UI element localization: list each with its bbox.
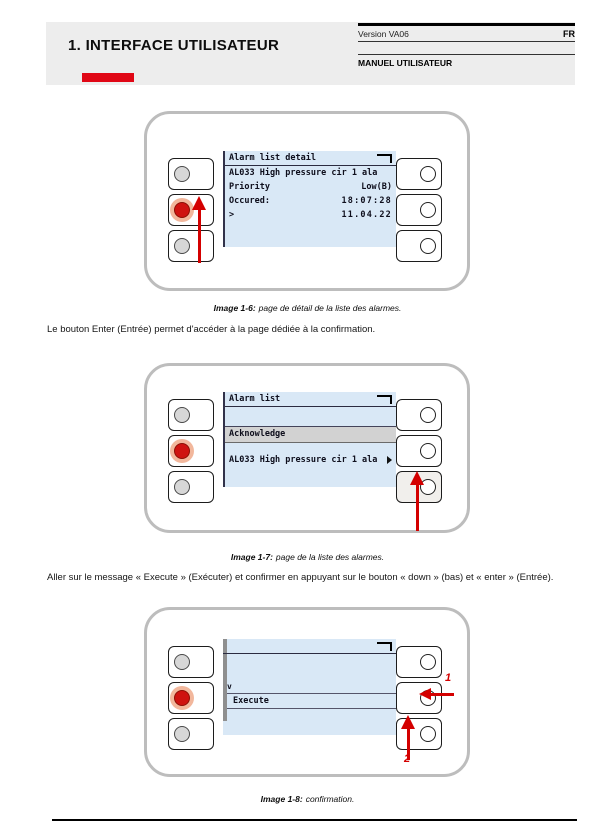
led-gray-icon <box>174 238 190 254</box>
left-button-bottom <box>168 471 214 503</box>
figure-1-8-control-panel <box>144 607 470 777</box>
screen-row-alarm <box>225 453 396 467</box>
red-up-arrow-icon <box>401 715 415 765</box>
left-button-bottom <box>168 230 214 262</box>
led-gray-icon <box>174 479 190 495</box>
occured-time: 18:07:28 <box>341 196 392 206</box>
section-title: 1. INTERFACE UTILISATEUR <box>68 37 280 54</box>
alarm-button <box>168 682 214 714</box>
right-button-middle <box>396 194 442 226</box>
button-circle-icon <box>420 726 436 742</box>
led-gray-icon <box>174 654 190 670</box>
screen-title-row <box>225 151 396 166</box>
header-rule <box>358 54 575 55</box>
screen-title: Alarm list <box>229 394 281 404</box>
page-corner-icon <box>377 395 392 404</box>
button-circle-icon <box>420 166 436 182</box>
cursor-row: v <box>227 682 232 691</box>
right-button-top <box>396 158 442 190</box>
header-rule-thick <box>358 23 575 26</box>
page-header <box>46 22 575 85</box>
alarm-button <box>168 435 214 467</box>
page-corner-icon <box>377 642 392 651</box>
button-circle-icon <box>420 238 436 254</box>
left-button-top <box>168 158 214 190</box>
red-up-arrow-icon <box>410 471 424 531</box>
led-gray-icon <box>174 407 190 423</box>
screen-row-priority <box>225 180 396 194</box>
red-up-arrow-icon <box>192 196 206 263</box>
screen-title-row <box>223 639 396 654</box>
lcd-screen-alarm-list <box>223 392 396 487</box>
red-left-arrow-icon <box>419 672 455 700</box>
right-button-column <box>396 158 442 262</box>
caption-text: page de détail de la liste des alarmes. <box>258 303 402 313</box>
screen-row-occured <box>225 194 396 208</box>
page-corner-icon <box>377 154 392 163</box>
screen-title: Alarm list detail <box>229 153 316 163</box>
right-button-top <box>396 646 442 678</box>
annotation-2: 2 <box>404 753 411 765</box>
menu-item-execute: Execute <box>223 693 396 709</box>
alarm-text: AL033 High pressure cir 1 ala <box>229 168 378 178</box>
caption-prefix: Image 1-8: <box>260 794 303 804</box>
screen-empty-row <box>225 407 396 427</box>
occured-label: Occured: <box>229 196 270 206</box>
caption-text: confirmation. <box>305 794 355 804</box>
alarm-button <box>168 194 214 226</box>
priority-value: Low(B) <box>361 182 392 192</box>
footer-rule <box>52 819 577 821</box>
left-button-top <box>168 646 214 678</box>
led-red-icon <box>174 690 190 706</box>
button-circle-icon <box>420 443 436 459</box>
left-button-column <box>168 399 214 503</box>
led-gray-icon <box>174 166 190 182</box>
right-button-middle <box>396 435 442 467</box>
header-rule <box>358 41 575 42</box>
left-button-top <box>168 399 214 431</box>
left-button-column <box>168 158 214 262</box>
button-circle-icon <box>420 202 436 218</box>
occured-date: 11.04.22 <box>341 210 392 220</box>
alarm-text: AL033 High pressure cir 1 ala <box>229 455 378 465</box>
menu-item-acknowledge: Acknowledge <box>225 427 396 443</box>
figure-1-6-caption <box>0 303 615 313</box>
lcd-screen-confirmation <box>223 639 396 735</box>
body-paragraph-2: Aller sur le message « Execute » (Exécuter) et confirmer en appuyant sur le bouton « down » (bas) et « enter » (Entrée). <box>47 572 554 583</box>
body-paragraph-1: Le bouton Enter (Entrée) permet d'accéder à la page dédiée à la confirmation. <box>47 324 376 335</box>
annotation-1: 1 <box>445 672 452 684</box>
priority-label: Priority <box>229 182 270 192</box>
prompt-char: > <box>229 210 235 220</box>
right-button-top <box>396 399 442 431</box>
screen-row-alarm <box>225 166 396 180</box>
submenu-arrow-icon <box>387 456 392 464</box>
screen-title-row <box>225 392 396 407</box>
red-accent-bar <box>82 73 134 82</box>
header-meta-block <box>358 22 575 85</box>
button-circle-icon <box>420 654 436 670</box>
left-button-column <box>168 646 214 750</box>
figure-1-7-control-panel <box>144 363 470 533</box>
figure-1-7-caption <box>0 552 615 562</box>
left-button-bottom <box>168 718 214 750</box>
language-label: FR <box>563 29 575 39</box>
manual-title: MANUEL UTILISATEUR <box>358 58 453 68</box>
led-red-icon <box>174 443 190 459</box>
caption-text: page de la liste des alarmes. <box>275 552 385 562</box>
led-red-icon <box>174 202 190 218</box>
led-gray-icon <box>174 726 190 742</box>
right-button-bottom <box>396 230 442 262</box>
caption-prefix: Image 1-6: <box>213 303 256 313</box>
screen-row-date <box>225 208 396 222</box>
lcd-screen-alarm-detail <box>223 151 396 247</box>
version-label: Version VA06 <box>358 29 409 39</box>
caption-prefix: Image 1-7: <box>230 552 273 562</box>
figure-1-6-control-panel <box>144 111 470 291</box>
figure-1-8-caption <box>0 794 615 804</box>
button-circle-icon <box>420 407 436 423</box>
